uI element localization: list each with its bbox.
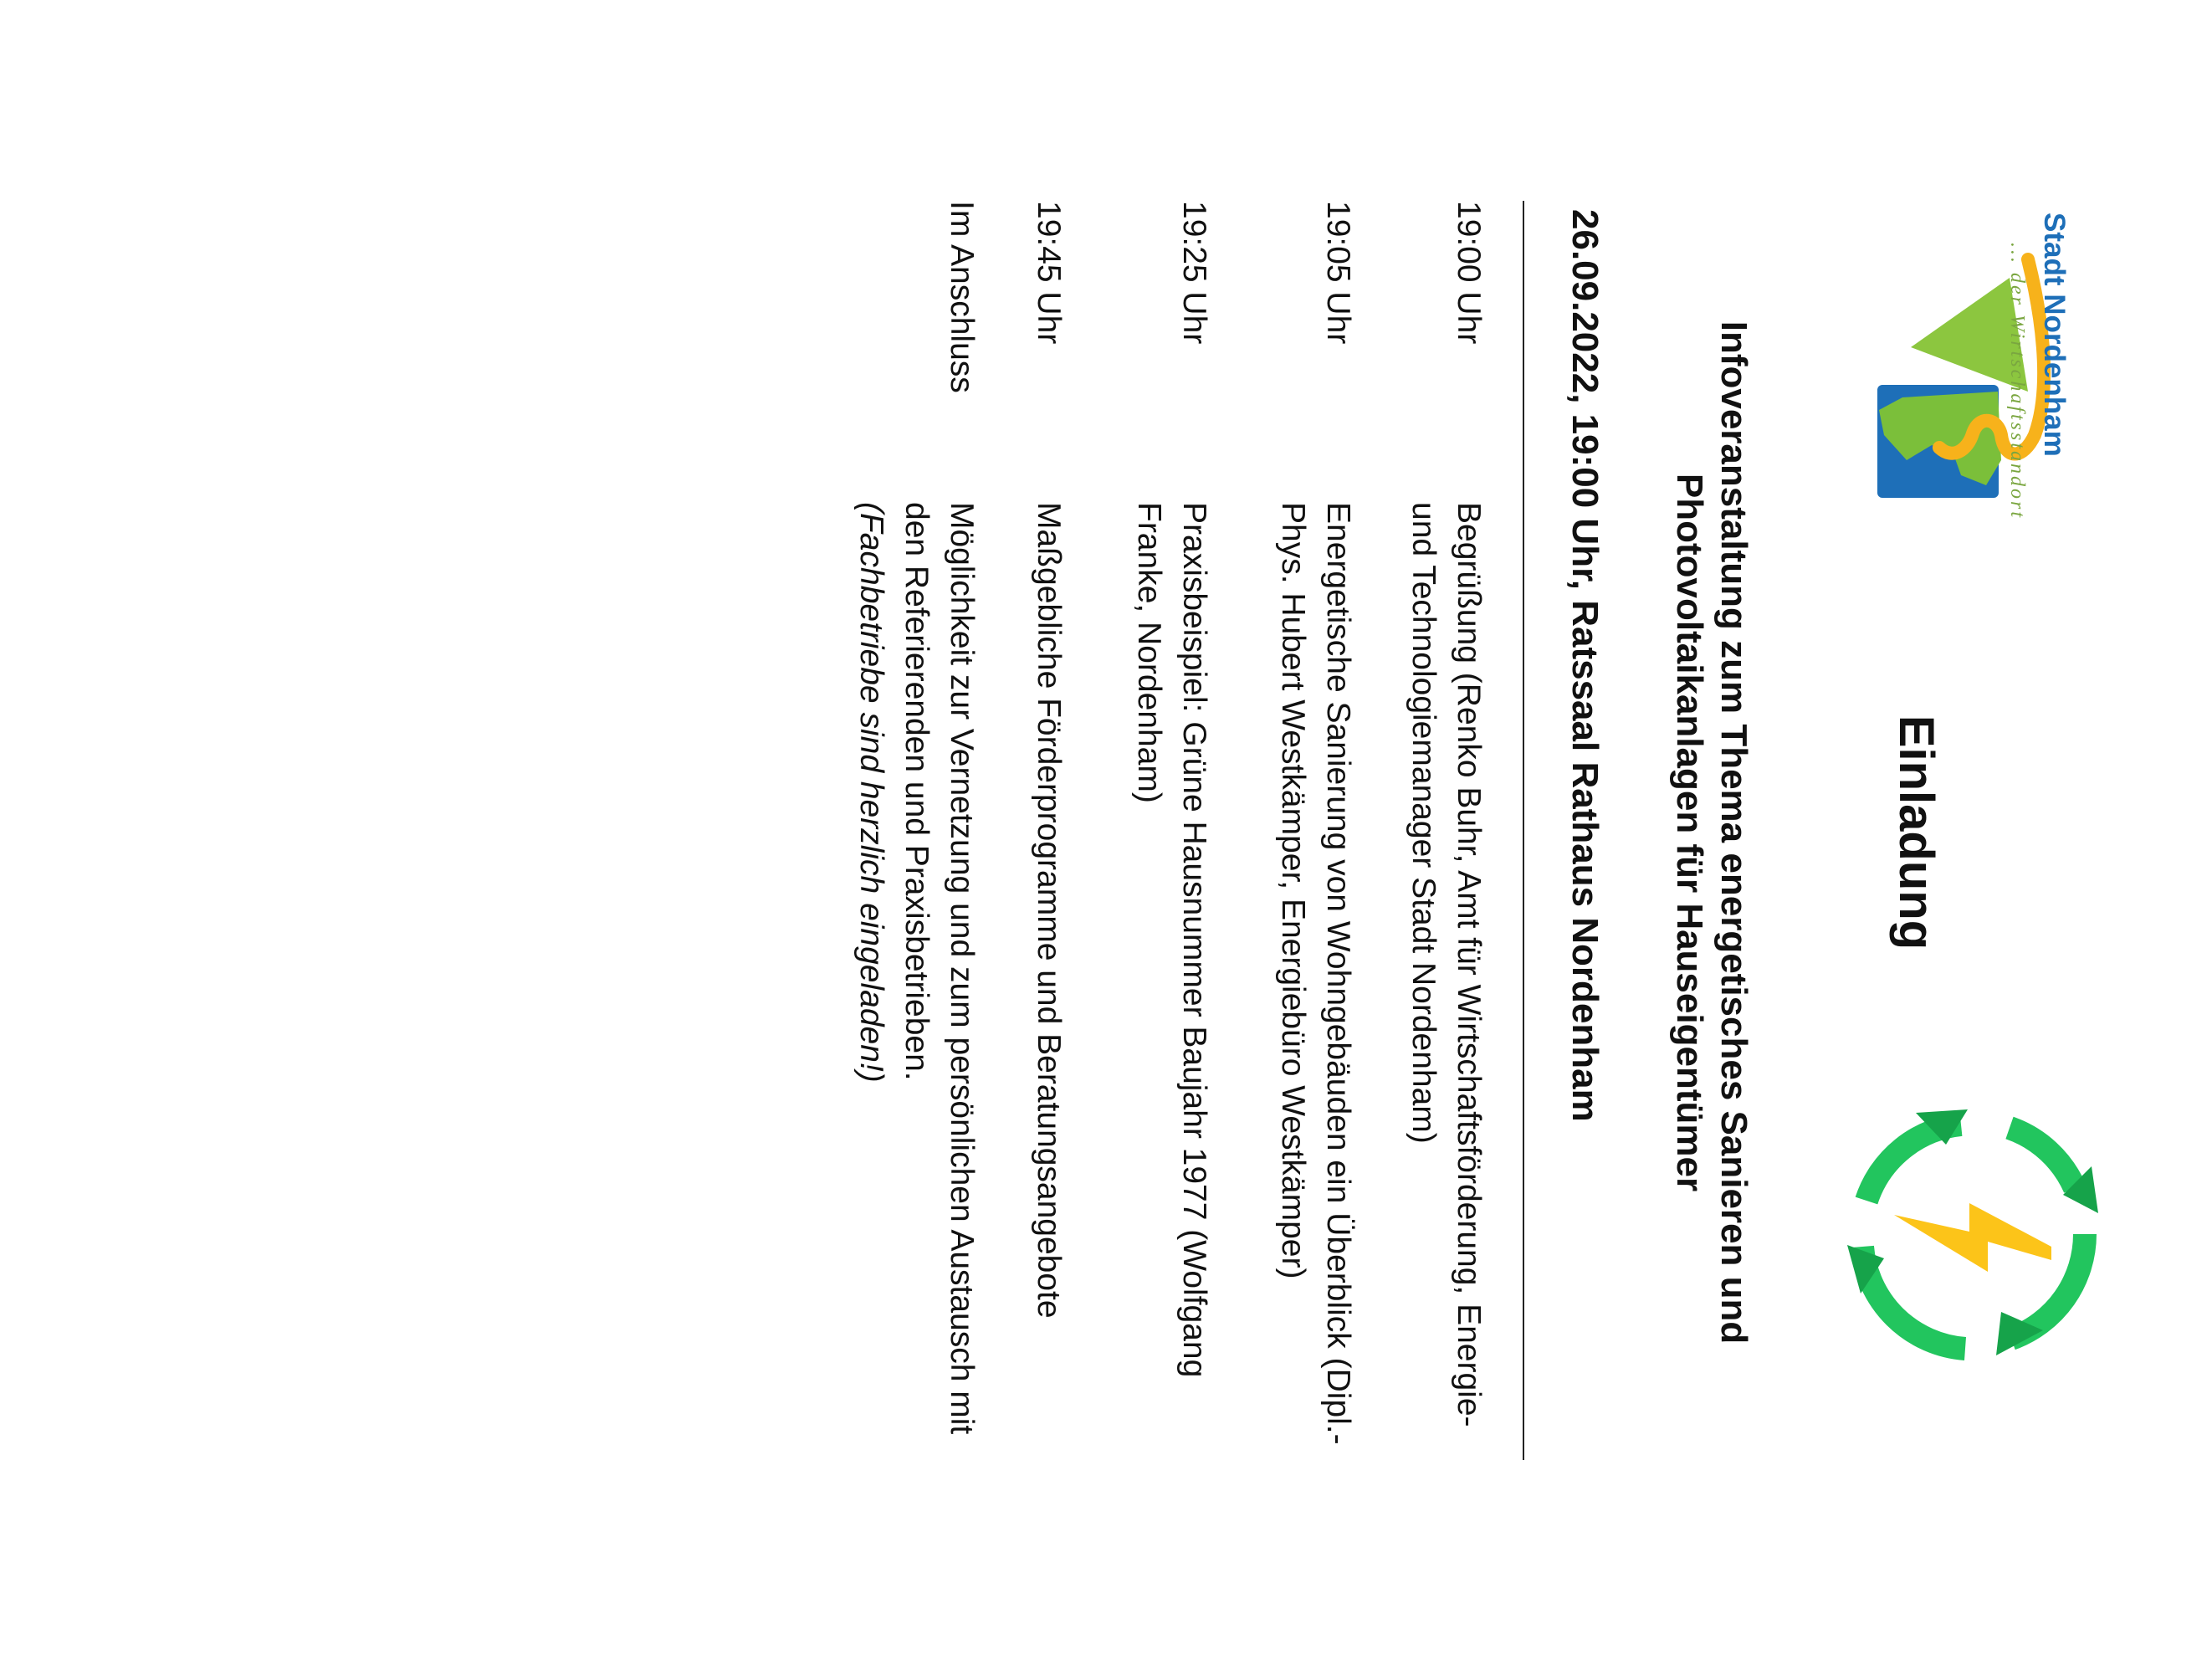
- logo-city-name-text: Stadt Nordenham: [2038, 213, 2071, 457]
- event-date-location: 26.09.2022, 19:00 Uhr, Ratssaal Rathaus Nordenham: [1564, 209, 1605, 1122]
- agenda-time: 19:00 Uhr: [1451, 201, 1487, 345]
- agenda-item: [1216, 201, 1360, 1473]
- agenda-time: 19:25 Uhr: [1176, 201, 1212, 345]
- agenda-item: [984, 201, 1071, 1473]
- agenda-description: Praxisbeispiel: Grüne Hausnummer Baujahr 1977 (Wolfgang Franke, Nordenham): [1131, 502, 1212, 1378]
- agenda-description: Begrüßung (Renko Buhr, Amt für Wirtschaftsförderung, Energie- und Technologiemanager Stadt Nordenham): [1406, 502, 1487, 1427]
- page-title: Einladung: [1889, 715, 1943, 950]
- agenda-list: [800, 201, 1491, 1473]
- event-subtitle: Infoveranstaltung zum Thema energetisches Sanieren und Photovoltaikanlagen für Hauseigentümer: [1669, 320, 1754, 1345]
- agenda-time: 19:05 Uhr: [1320, 201, 1356, 345]
- agenda-description: Energetische Sanierung von Wohngebäuden ein Überblick (Dipl.-Phys. Hubert Westkämper, Energiebüro Westkämper): [1275, 502, 1356, 1445]
- agenda-note: (Fachbetriebe sind herzlich eingeladen!): [853, 502, 889, 1083]
- renewable-energy-icon: [1844, 1104, 2103, 1364]
- divider: [1523, 201, 1524, 1460]
- agenda-item: [1071, 201, 1216, 1473]
- agenda-item: [800, 201, 984, 1473]
- agenda-description-block: [800, 502, 984, 1473]
- agenda-description: Möglichkeit zur Vernetzung und zum persönlichen Austausch mit den Referierenden und Praxisbetrieben.: [899, 502, 980, 1435]
- logo-slogan-text: ... der Wirtschaftsstandort: [2006, 243, 2028, 520]
- agenda-item: [1360, 201, 1491, 1473]
- agenda-time: 19:45 Uhr: [1031, 201, 1067, 345]
- agenda-time: Im Anschluss: [944, 201, 980, 393]
- agenda-description: Maßgebliche Förderprogramme und Beratungsangebote: [1031, 502, 1067, 1319]
